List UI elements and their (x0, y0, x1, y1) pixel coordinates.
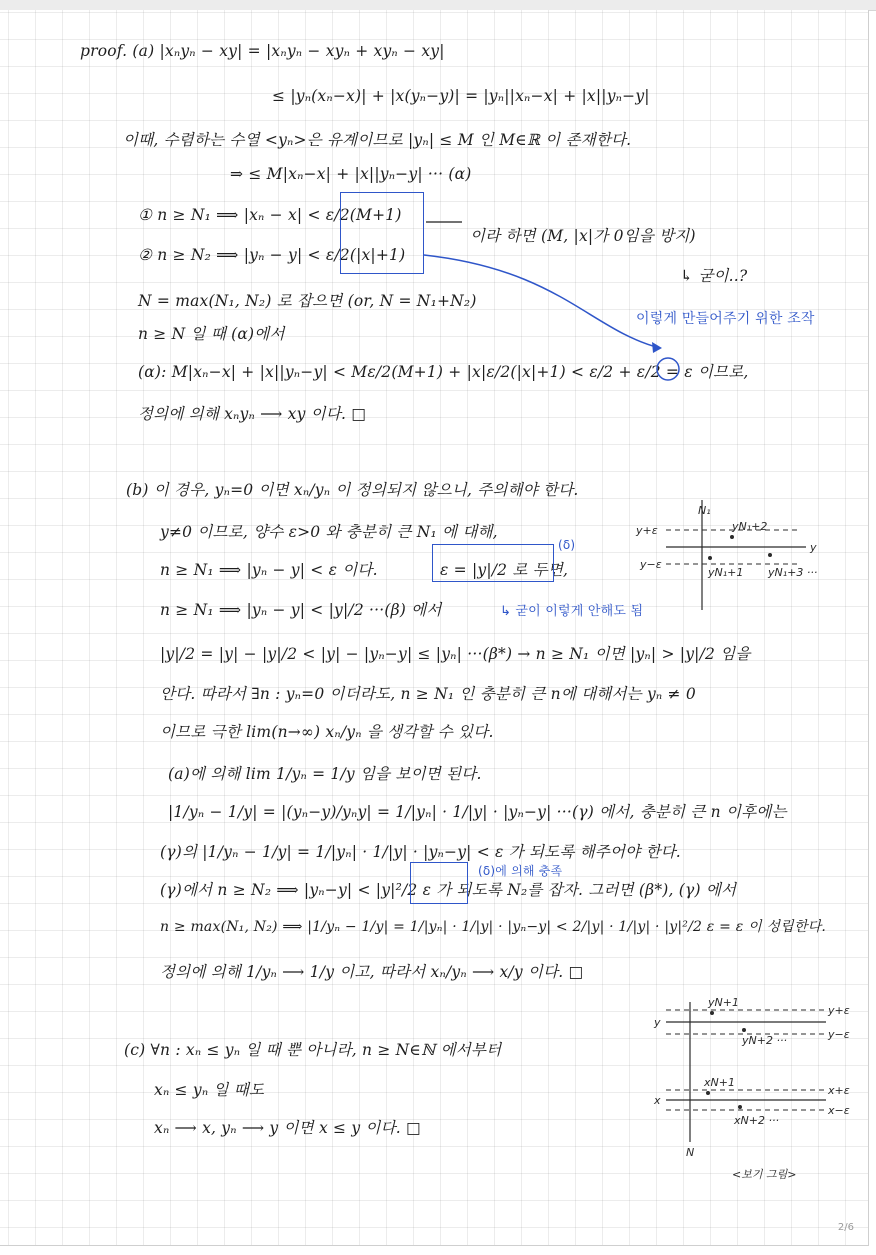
sketch1-top: y+ε (636, 524, 658, 537)
line-c1: (c) ∀n : xₙ ≤ yₙ 일 때 뿐 아니라, n ≥ N∈ℕ 에서부터 (124, 1041, 502, 1059)
line-b13: 정의에 의해 1/yₙ ⟶ 1/y 이고, 따라서 xₙ/yₙ ⟶ x/y 이다. □ (160, 963, 584, 981)
line-a3: 이때, 수렴하는 수열 <yₙ>은 유계이므로 |yₙ| ≤ M 인 M∈ℝ 이 존재한다. (123, 131, 632, 149)
sketch2-xtop: x+ε (828, 1084, 850, 1097)
sketch1-n: N₁ (698, 504, 711, 517)
line-a6b: ↳ 굳이..? (680, 267, 748, 285)
sketch1-bot: y−ε (640, 558, 662, 571)
line-a9: (α): M|xₙ−x| + |x||yₙ−y| < Mε/2(M+1) + |x|ε/2(|x|+1) < ε/2 + ε/2 = ε 이므로, (138, 363, 749, 381)
line-b1: (b) 이 경우, yₙ=0 이면 xₙ/yₙ 이 정의되지 않으니, 주의해야 한다. (126, 481, 579, 499)
line-a8: n ≥ N 일 때 (α)에서 (138, 325, 285, 343)
note-page (0, 10, 869, 1246)
line-b5: |y|/2 = |y| − |y|/2 < |y| − |yₙ−y| ≤ |yₙ| ···(β*) → n ≥ N₁ 이면 |yₙ| > |y|/2 임을 (160, 645, 751, 663)
line-b10: (γ)의 |1/yₙ − 1/y| = 1/|yₙ| · 1/|y| · |yₙ−y| < ε 가 되도록 해주어야 한다. (160, 843, 681, 861)
sketch2-n: N (686, 1146, 695, 1159)
sketch2-p2: yN+2 ··· (742, 1034, 787, 1047)
sketch2-xbot: x−ε (828, 1104, 850, 1117)
line-b12: n ≥ max(N₁, N₂) ⟹ |1/yₙ − 1/y| = 1/|yₙ| · 1/|y| · |yₙ−y| < 2/|y| · 1/|y| · |y|²/2 ε = ε 이 성립한다. (160, 919, 827, 935)
arrow-head (652, 342, 662, 353)
sketch2-p1: yN+1 (708, 996, 739, 1009)
line-a7: N = max(N₁, N₂) 로 잡으면 (or, N = N₁+N₂) (138, 292, 477, 310)
sketch1-p1: yN₁+2 (732, 520, 768, 533)
line-b3b: ε = |y|/2 로 두면, (440, 561, 569, 579)
line-b4: n ≥ N₁ ⟹ |yₙ − y| < |y|/2 ···(β) 에서 (160, 601, 442, 619)
sketch1-mid: y (810, 541, 817, 554)
line-a10: 정의에 의해 xₙyₙ ⟶ xy 이다. □ (138, 405, 367, 423)
annotation-satisfied: (δ)에 의해 충족 (478, 864, 563, 878)
line-c3: xₙ ⟶ x, yₙ ⟶ y 이면 x ≤ y 이다. □ (154, 1119, 421, 1137)
epsilon-circle (657, 358, 679, 380)
sketch2-p3: xN+1 (704, 1076, 735, 1089)
line-c2: xₙ ≤ yₙ 일 때도 (154, 1081, 265, 1099)
page-number: 2/6 (837, 1222, 854, 1233)
sketch2-y: y (654, 1016, 661, 1029)
ink-overlay (0, 10, 868, 1245)
sketch2-ybot: y−ε (828, 1028, 850, 1041)
line-a5: ① n ≥ N₁ ⟹ |xₙ − x| < ε/2(M+1) (138, 206, 402, 224)
line-a2: ≤ |yₙ(xₙ−x)| + |x(yₙ−y)| = |yₙ||xₙ−x| + |x||yₙ−y| (272, 87, 650, 105)
sketch1-p3: yN₁+3 ··· (768, 566, 818, 579)
line-a4: ⇒ ≤ M|xₙ−x| + |x||yₙ−y| ··· (α) (230, 165, 472, 183)
line-a6: ② n ≥ N₂ ⟹ |yₙ − y| < ε/2(|x|+1) (138, 246, 406, 264)
sketch-2 (653, 996, 850, 1181)
line-b9: |1/yₙ − 1/y| = |(yₙ−y)/yₙy| = 1/|yₙ| · 1/|y| · |yₙ−y| ···(γ) 에서, 충분히 큰 n 이후에는 (168, 803, 787, 821)
sketch2-caption: <보기 그림> (732, 1168, 797, 1181)
line-b6: 안다. 따라서 ∃n : yₙ=0 이더라도, n ≥ N₁ 인 충분히 큰 n에 대해서는 yₙ ≠ 0 (160, 685, 696, 703)
line-b11: (γ)에서 n ≥ N₂ ⟹ |yₙ−y| < |y|²/2 ε 가 되도록 N₂를 잡자. 그러면 (β*), (γ) 에서 (160, 881, 737, 899)
annotation-not-necessary: ↳ 굳이 이렇게 안해도 됨 (500, 604, 644, 619)
line-b2: y≠0 이므로, 양수 ε>0 와 충분히 큰 N₁ 에 대해, (160, 523, 498, 541)
line-b7: 이므로 극한 lim(n→∞) xₙ/yₙ 을 생각할 수 있다. (160, 723, 494, 741)
line-a5b: 이라 하면 (M, |x|가 0임을 방지) (470, 227, 696, 245)
annotation-delta: (δ) (558, 538, 576, 552)
sketch2-ytop: y+ε (828, 1004, 850, 1017)
line-b8: (a)에 의해 lim 1/yₙ = 1/y 임을 보이면 된다. (168, 765, 482, 783)
sketch2-p4: xN+2 ··· (734, 1114, 779, 1127)
line-a1: proof. (a) |xₙyₙ − xy| = |xₙyₙ − xyₙ + xyₙ − xy| (80, 42, 445, 60)
sketch1-p2: yN₁+1 (708, 566, 744, 579)
sketch-1 (635, 500, 817, 610)
annotation-manipulation: 이렇게 만들어주기 위한 조작 (636, 311, 815, 327)
arrow-to-epsilon (424, 255, 660, 348)
sketch2-x: x (654, 1094, 661, 1107)
line-b3: n ≥ N₁ ⟹ |yₙ − y| < ε 이다. (160, 561, 378, 579)
